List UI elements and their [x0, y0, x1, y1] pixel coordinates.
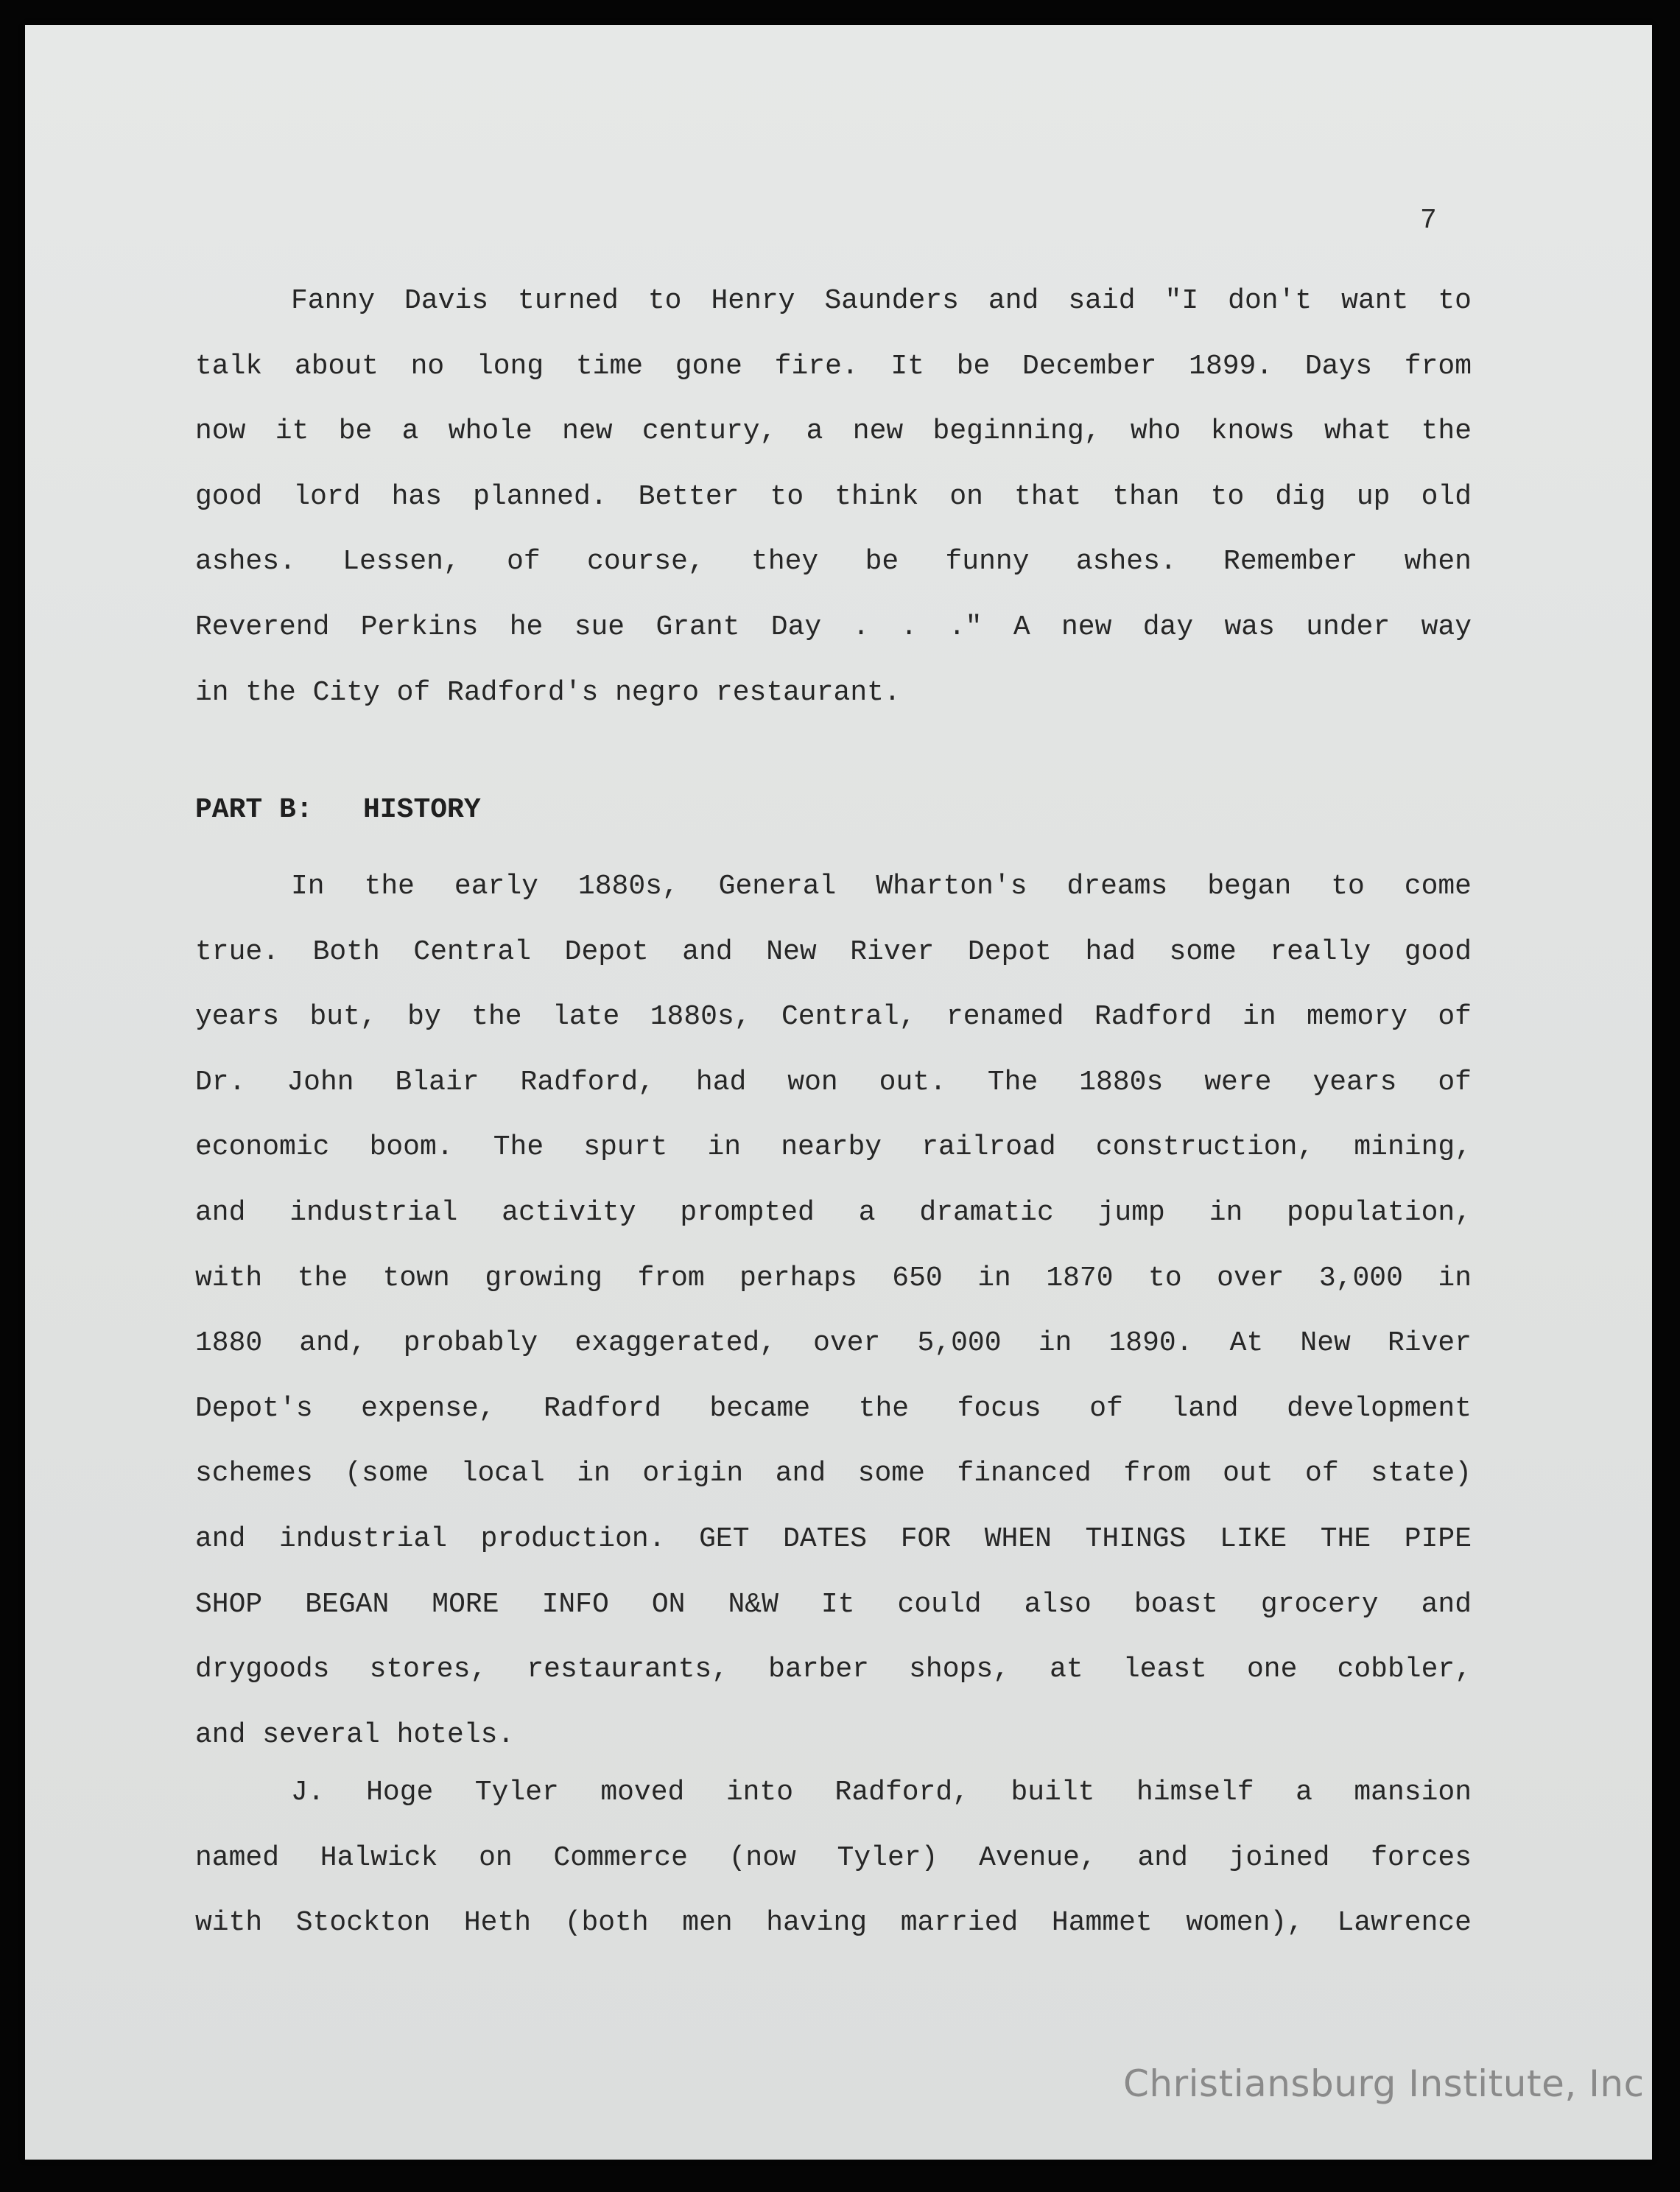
- text-line: true. Both Central Depot and New River Depot had some really good: [195, 935, 1472, 968]
- paragraph-history: [195, 854, 1472, 1768]
- text-line: drygoods stores, restaurants, barber shops, at least one cobbler,: [195, 1654, 1472, 1686]
- text-line: J. Hoge Tyler moved into Radford, built himself a mansion: [291, 1777, 1472, 1808]
- text-line: years but, by the late 1880s, Central, renamed Radford in memory of: [195, 1001, 1472, 1033]
- text-line: talk about no long time gone fire. It be December 1899. Days from: [195, 350, 1472, 382]
- text-line: Fanny Davis turned to Henry Saunders and said "I don't want to: [291, 285, 1472, 317]
- text-line: Depot's expense, Radford became the focus of land development: [195, 1392, 1472, 1425]
- text-line: Dr. John Blair Radford, had won out. The 1880s were years of: [195, 1066, 1472, 1098]
- text-line: in the City of Radford's negro restaurant.: [195, 676, 901, 709]
- text-line: and industrial production. GET DATES FOR WHEN THINGS LIKE THE PIPE: [195, 1522, 1472, 1555]
- text-line: Reverend Perkins he sue Grant Day . . ." A new day was under way: [195, 611, 1472, 643]
- text-line: In the early 1880s, General Wharton's dreams began to come: [291, 871, 1472, 902]
- text-line: ashes. Lessen, of course, they be funny ashes. Remember when: [195, 546, 1472, 578]
- section-heading: PART B: HISTORY: [195, 794, 481, 826]
- text-line: and industrial activity prompted a dramatic jump in population,: [195, 1196, 1472, 1229]
- text-line: with Stockton Heth (both men having married Hammet women), Lawrence: [195, 1907, 1472, 1939]
- page-number: 7: [1420, 205, 1437, 236]
- text-line: named Halwick on Commerce (now Tyler) Avenue, and joined forces: [195, 1841, 1472, 1874]
- text-line: schemes (some local in origin and some financed from out of state): [195, 1458, 1472, 1490]
- watermark: Christiansburg Institute, Inc: [1123, 2062, 1645, 2105]
- paragraph-hoge-tyler: [195, 1760, 1472, 1956]
- text-line: now it be a whole new century, a new beginning, who knows what the: [195, 415, 1472, 448]
- text-line: with the town growing from perhaps 650 in 1870 to over 3,000 in: [195, 1262, 1472, 1294]
- text-line: SHOP BEGAN MORE INFO ON N&W It could also boast grocery and: [195, 1588, 1472, 1620]
- text-line: and several hotels.: [195, 1718, 515, 1751]
- text-line: economic boom. The spurt in nearby railroad construction, mining,: [195, 1131, 1472, 1164]
- paragraph-fanny-davis: [195, 269, 1472, 726]
- text-line: good lord has planned. Better to think on that than to dig up old: [195, 480, 1472, 513]
- text-line: 1880 and, probably exaggerated, over 5,000 in 1890. At New River: [195, 1327, 1472, 1360]
